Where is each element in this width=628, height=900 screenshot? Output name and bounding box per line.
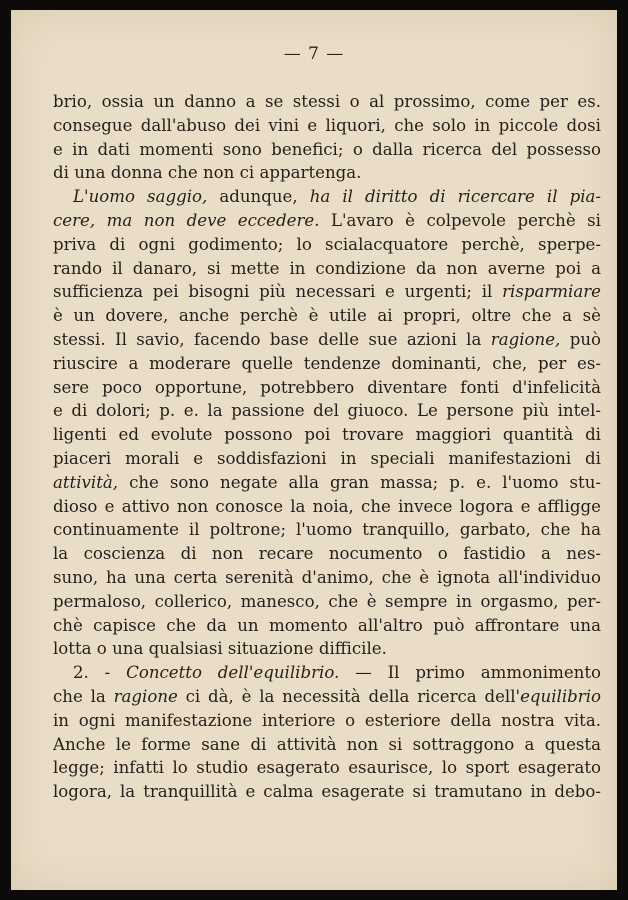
text-line: brio, ossia un danno a se stessi o al prossimo, come per es. xyxy=(53,92,601,111)
text-line xyxy=(53,471,601,495)
text-run: può xyxy=(560,329,601,349)
text-line: legge; infatti lo studio esagerato esaurisce, lo sport esagerato xyxy=(53,758,601,778)
italic-phrase: ragione, xyxy=(490,329,561,349)
text-run: adunque, xyxy=(207,187,310,207)
section-title: Concetto dell'equilibrio. xyxy=(126,663,340,683)
italic-phrase: ragione xyxy=(113,686,178,706)
text-line: e di dolori; p. e. la passione del giuoco. Le persone più intel- xyxy=(53,401,601,421)
text-line: Anche le forme sane di attività non si sottraggono a questa xyxy=(53,734,601,754)
text-run: che la xyxy=(53,686,114,706)
italic-phrase: risparmiare xyxy=(502,282,601,302)
section-number: 2. - xyxy=(73,663,127,683)
text-line: è un dovere, anche perchè è utile ai propri, oltre che a sè xyxy=(53,306,601,326)
section-heading-line xyxy=(53,661,601,685)
page-number: — 7 — xyxy=(283,44,345,64)
text-line: chè capisce che da un momento all'altro può affrontare una xyxy=(53,615,601,635)
text-line xyxy=(53,185,601,209)
text-run: L'avaro è colpevole perchè si xyxy=(319,210,601,230)
text-line xyxy=(53,328,601,352)
text-line: e in dati momenti sono benefici; o dalla ricerca del possesso xyxy=(53,139,601,159)
italic-phrase: ha il diritto di ricercare il pia- xyxy=(309,187,601,207)
text-line: dioso e attivo non conosce la noia, che invece logora e affligge xyxy=(53,496,601,516)
text-line: sere poco opportune, potrebbero diventare fonti d'infelicità xyxy=(53,377,601,397)
text-run: ci dà, è la necessità della ricerca dell' xyxy=(177,686,521,706)
italic-phrase: equilibrio xyxy=(520,686,601,706)
text-line: ligenti ed evolute possono poi trovare maggiori quantità di xyxy=(53,425,601,445)
body-text xyxy=(53,90,601,804)
text-line: lotta o una qualsiasi situazione difficile. xyxy=(53,639,387,659)
text-line: consegue dall'abuso dei vini e liquori, che solo in piccole dosi xyxy=(53,115,601,135)
text-line: continuamente il poltrone; l'uomo tranquillo, garbato, che ha xyxy=(53,520,601,540)
text-line: suno, ha una certa serenità d'animo, che è ignota all'individuo xyxy=(53,567,601,587)
text-run: sufficienza pei bisogni più necessari e urgenti; il xyxy=(53,282,503,302)
text-line: in ogni manifestazione interiore o esteriore della nostra vita. xyxy=(53,710,601,730)
italic-phrase: attività, xyxy=(53,472,119,492)
text-line: piaceri morali e soddisfazioni in speciali manifestazioni di xyxy=(53,448,601,468)
text-line: la coscienza di non recare nocumento o fastidio a nes- xyxy=(53,544,601,564)
text-line: permaloso, collerico, manesco, che è sempre in orgasmo, per- xyxy=(53,591,601,611)
italic-phrase: cere, ma non deve eccedere. xyxy=(53,210,320,230)
text-line xyxy=(53,685,601,709)
text-line xyxy=(53,209,601,233)
text-run: stessi. Il savio, facendo base delle sue azioni la xyxy=(53,329,491,349)
text-line: riuscire a moderare quelle tendenze dominanti, che, per es- xyxy=(53,353,601,373)
text-line: priva di ogni godimento; lo scialacquatore perchè, sperpe- xyxy=(53,234,601,254)
text-line xyxy=(53,280,601,304)
text-line: rando il danaro, si mette in condizione da non averne poi a xyxy=(53,258,601,278)
text-line: logora, la tranquillità e calma esagerate si tramutano in debo- xyxy=(53,782,601,802)
italic-phrase: L'uomo saggio, xyxy=(73,187,208,207)
text-line: di una donna che non ci appartenga. xyxy=(53,163,362,183)
text-run: che sono negate alla gran massa; p. e. l'uomo stu- xyxy=(118,472,601,492)
text-run: — Il primo ammonimento xyxy=(339,663,601,683)
book-page xyxy=(11,10,617,890)
